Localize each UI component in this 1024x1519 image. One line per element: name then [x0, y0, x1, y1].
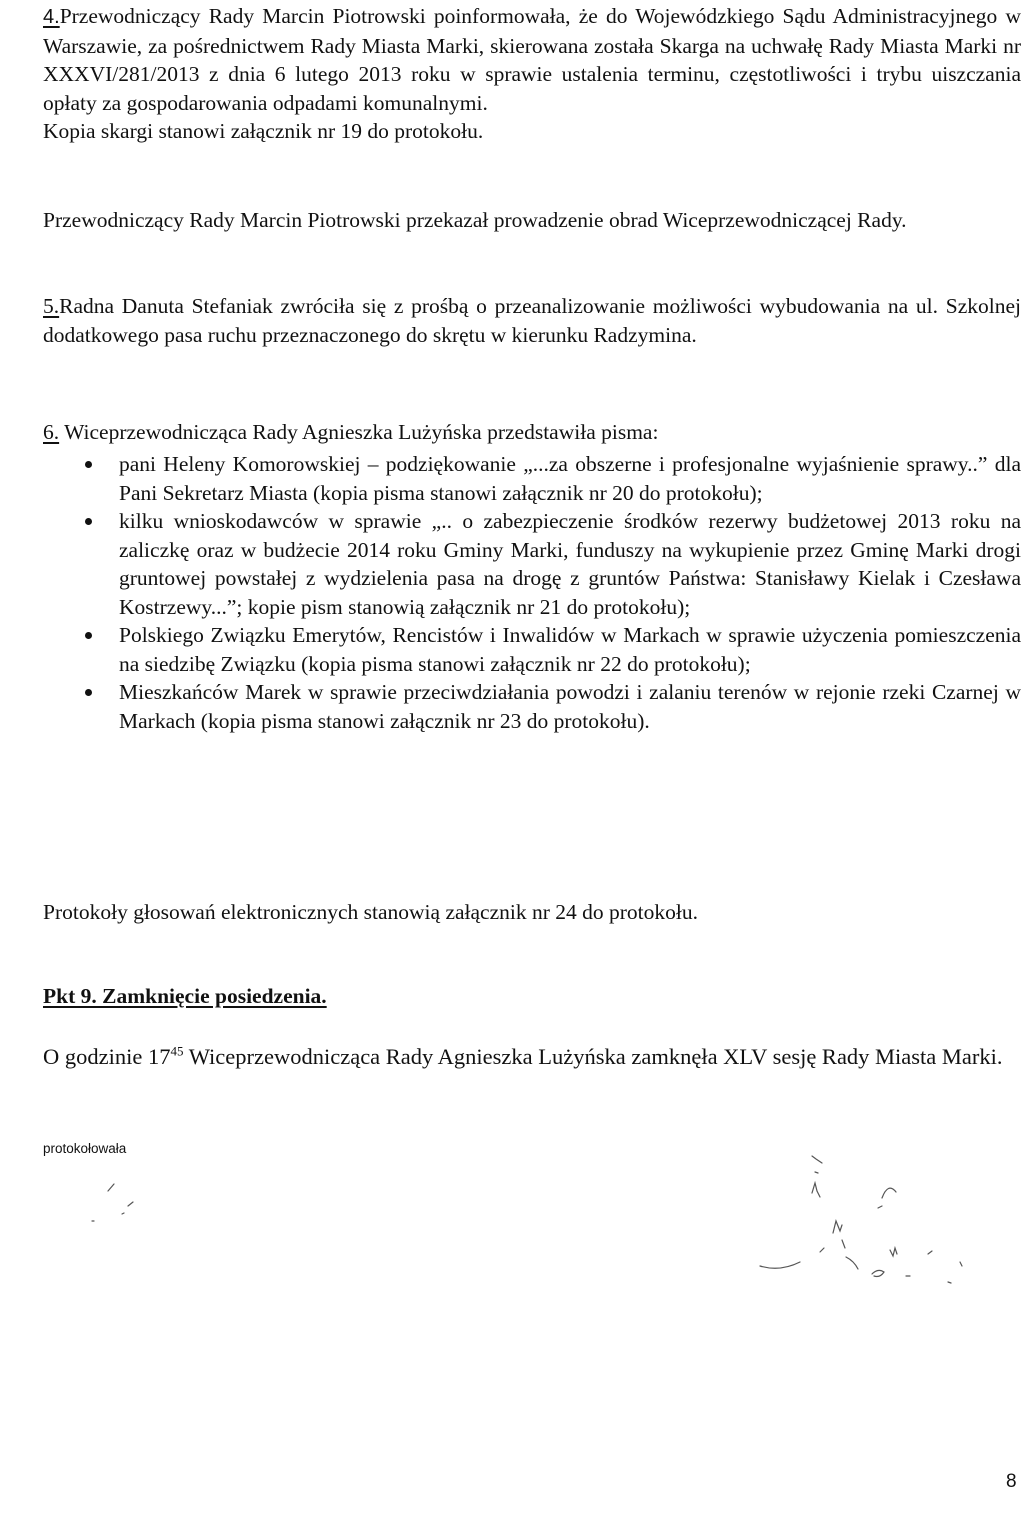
bullet-icon	[85, 461, 92, 468]
bullet-icon	[85, 632, 92, 639]
closing-text	[43, 1041, 1021, 1073]
bullet-icon	[85, 518, 92, 525]
item-6-intro-text: Wiceprzewodnicząca Rady Agnieszka Lużyńska przedstawiła pisma:	[59, 420, 659, 444]
closing-text-end: Wiceprzewodnicząca Rady Agnieszka Lużyńska zamknęła XLV sesję Rady Miasta Marki.	[183, 1044, 1003, 1069]
item-6-number: 6.	[43, 420, 60, 444]
closing-paragraph	[43, 1041, 1021, 1073]
item-6-bullet-list	[43, 450, 1021, 735]
item-4-number: 4.	[43, 6, 60, 28]
closing-hour: 17	[147, 1044, 171, 1069]
item-5-text	[43, 292, 1021, 349]
item-5-paragraph	[43, 292, 1021, 349]
list-item-text: Mieszkańców Marek w sprawie przeciwdziałania powodzi i zalaniu terenów w rejonie rzeki Czarnej w Markach (kopia pisma stanowi załącznik nr 23 do protokołu).	[119, 680, 1021, 733]
page-number: 8	[1006, 1471, 1017, 1492]
closing-minute: 45	[170, 1043, 184, 1059]
handover-paragraph	[43, 206, 1021, 235]
item-6-intro	[43, 418, 1021, 447]
list-item-text: kilku wnioskodawców w sprawie „.. o zabezpieczenie środków rezerwy budżetowej 2013 roku na zaliczkę oraz w budżecie 2014 roku Gminy Marki, funduszy na wykupienie przez Gminę Marki drogi gruntowej powstałej z wydzielenia pasa na drogę z gruntów Państwa: Stanisławy Kielak i Czesława Kostrzewy...”; kopie pism stanowią załącznik nr 21 do protokołu);	[119, 509, 1021, 619]
recorder-label: protokołowała	[43, 1141, 127, 1156]
closing-text-start: O godzinie	[43, 1044, 148, 1069]
list-item	[43, 678, 1021, 735]
item-4-text	[43, 2, 1021, 117]
handover-text: Przewodniczący Rady Marcin Piotrowski przekazał prowadzenie obrad Wiceprzewodniczącej Rady.	[43, 208, 907, 232]
list-item-text: Polskiego Związku Emerytów, Rencistów i Inwalidów w Markach w sprawie użyczenia pomieszczenia na siedzibę Związku (kopia pisma stanowi załącznik nr 22 do protokołu);	[119, 623, 1021, 676]
item-6-paragraph	[43, 418, 1021, 447]
list-item	[43, 621, 1021, 678]
section-heading-pkt-9: Pkt 9. Zamknięcie posiedzenia.	[43, 984, 327, 1008]
bullet-icon	[85, 689, 92, 696]
list-item-text: pani Heleny Komorowskiej – podziękowanie „...za obszerne i profesjonalne wyjaśnienie sprawy..” dla Pani Sekretarz Miasta (kopia pisma stanowi załącznik nr 20 do protokołu);	[119, 452, 1021, 505]
signature-image	[0, 1150, 1024, 1310]
list-item	[43, 450, 1021, 507]
item-4-paragraph	[43, 2, 1021, 146]
item-4-body: Przewodniczący Rady Marcin Piotrowski poinformowała, że do Wojewódzkiego Sądu Administracyjnego w Warszawie, za pośrednictwem Rady Miasta Marki, skierowana została Skarga na uchwałę Rady Miasta Marki nr XXXVI/281/2013 z dnia 6 lutego 2013 roku w sprawie ustalenia terminu, częstotliwości i trybu uiszczania opłaty za gospodarowania odpadami komunalnymi.	[43, 4, 1021, 115]
voting-note-paragraph	[43, 898, 1021, 927]
item-5-body: Radna Danuta Stefaniak zwróciła się z prośbą o przeanalizowanie możliwości wybudowania na ul. Szkolnej dodatkowego pasa ruchu przeznaczonego do skrętu w kierunku Radzymina.	[43, 294, 1021, 347]
item-5-number: 5.	[43, 294, 60, 318]
item-4-attachment-note: Kopia skargi stanowi załącznik nr 19 do protokołu.	[43, 119, 484, 143]
list-item	[43, 507, 1021, 621]
voting-note-text: Protokoły głosowań elektronicznych stanowią załącznik nr 24 do protokołu.	[43, 900, 698, 924]
